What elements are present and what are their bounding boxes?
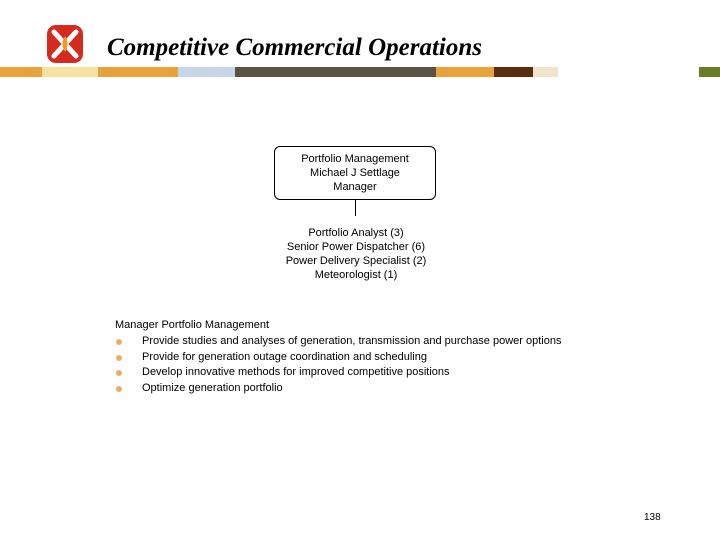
color-bar-segment (0, 67, 42, 77)
bullet-icon (116, 355, 122, 361)
manager-name: Michael J Settlage (310, 167, 400, 179)
staff-item: Power Delivery Specialist (2) (285, 255, 427, 267)
description-heading: Manager Portfolio Management (115, 319, 270, 331)
responsibility-text: Provide for generation outage coordination and scheduling (142, 350, 427, 363)
manager-department: Portfolio Management (301, 153, 409, 165)
responsibility-text: Provide studies and analyses of generation, transmission and purchase power options (142, 334, 562, 347)
color-bar-segment (235, 67, 436, 77)
staff-list (240, 226, 472, 282)
responsibility-item (115, 334, 561, 350)
responsibility-item (115, 365, 561, 381)
role-description (115, 318, 561, 397)
color-bar-segment (558, 67, 699, 77)
org-connector-line (355, 200, 356, 216)
staff-item: Senior Power Dispatcher (6) (286, 241, 426, 253)
responsibility-item (115, 381, 561, 397)
staff-item: Portfolio Analyst (3) (308, 227, 404, 239)
color-bar-segment (42, 67, 98, 77)
company-logo-icon (46, 24, 84, 64)
bullet-icon (116, 339, 122, 345)
manager-box (274, 146, 436, 200)
responsibility-item (115, 350, 561, 366)
staff-item: Meteorologist (1) (314, 269, 398, 281)
bullet-icon (116, 370, 122, 376)
color-bar-segment (699, 67, 720, 77)
slide-title: Competitive Commercial Operations (107, 34, 482, 61)
manager-title: Manager (333, 181, 377, 193)
page-number: 138 (644, 512, 661, 523)
bullet-icon (116, 386, 122, 392)
responsibility-list (115, 334, 561, 397)
responsibility-text: Optimize generation portfolio (142, 382, 283, 395)
decorative-color-bar (0, 67, 720, 77)
color-bar-segment (178, 67, 235, 77)
color-bar-segment (494, 67, 533, 77)
color-bar-segment (98, 67, 178, 77)
color-bar-segment (533, 67, 558, 77)
color-bar-segment (436, 67, 494, 77)
responsibility-text: Develop innovative methods for improved competitive positions (142, 366, 450, 379)
